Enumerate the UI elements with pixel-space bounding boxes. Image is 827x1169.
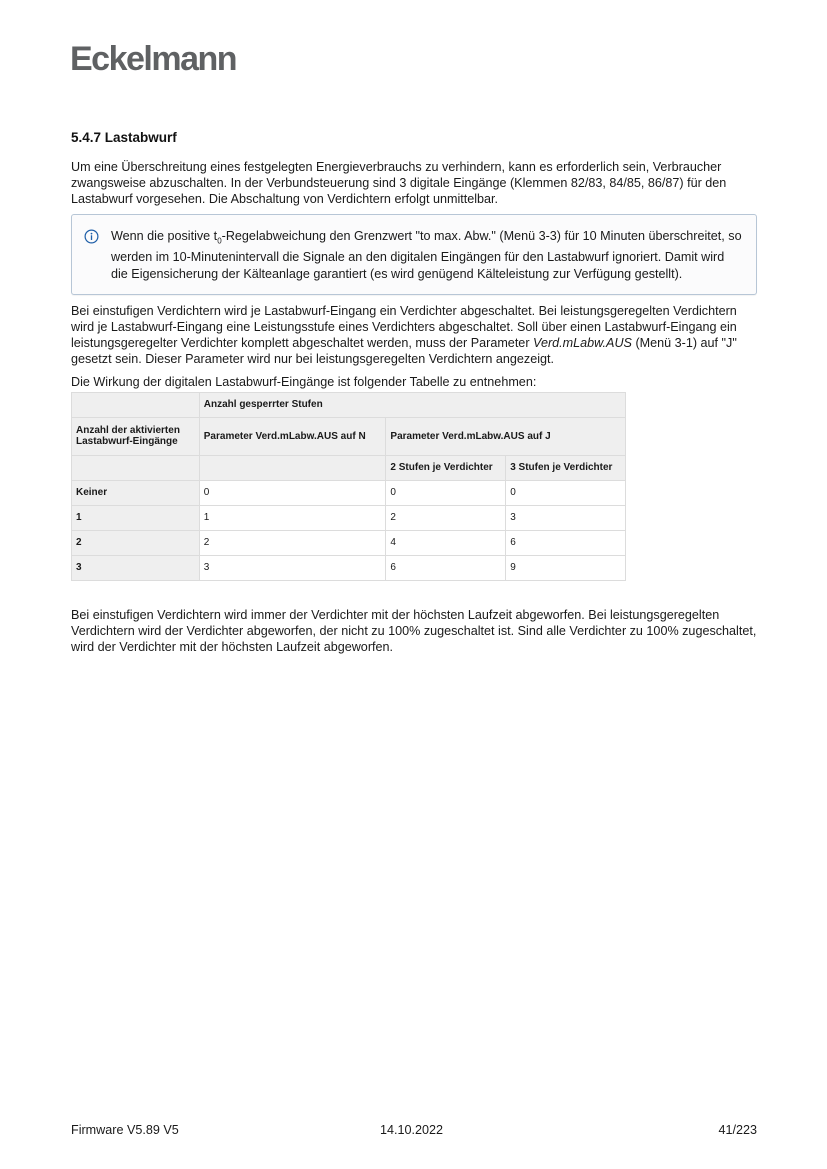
section-title: 5.4.7 Lastabwurf bbox=[71, 130, 177, 145]
parameter-name: Verd.mLabw.AUS bbox=[533, 336, 632, 351]
table-row: 2 2 4 6 bbox=[72, 530, 626, 555]
footer-page-number: 41/223 bbox=[718, 1123, 757, 1137]
table-row: 1 1 2 3 bbox=[72, 505, 626, 530]
load-shedding-table bbox=[71, 392, 626, 581]
closing-paragraph: Bei einstufigen Verdichtern wird immer der Verdichter mit der höchsten Laufzeit abgeworfen. Bei leistungsgeregelten Verdichtern wird der Verdichter abgeworfen, der nicht zu 100% zugeschaltet ist. Sind alle Verdichter zu 100% zugeschaltet, wird der Verdichter mit der höchsten Laufzeit abgeworfen. bbox=[71, 607, 757, 655]
table-header-row: 2 Stufen je Verdichter 3 Stufen je Verdichter bbox=[72, 455, 626, 480]
intro-paragraph: Um eine Überschreitung eines festgelegten Energieverbrauchs zu verhindern, kann es erforderlich sein, Verbraucher zwangsweise abzuschalten. In der Verbundsteuerung sind 3 digitale Eingänge (Klemmen 82/83, 84/85, 86/87) für den Lastabwurf vorgesehen. Die Abschaltung von Verdichtern erfolgt unmittelbar. bbox=[71, 160, 727, 207]
note-text: Wenn die positive $t_0$-Regelabweichung den Grenzwert "to max. Abw." (Menü 3-3) für 10 Minuten überschreitet, so werden im 10-Minutenintervall die Signale an den digitalen Eingängen für den Lastabwurf ignoriert. Damit wird die Eigensicherung der Kälteanlage garantiert (es wird genügend Kälteleistung zur Verfügung gestellt). bbox=[111, 228, 742, 281]
company-logo: Eckelmann bbox=[70, 40, 237, 78]
footer-date: 14.10.2022 bbox=[380, 1123, 444, 1137]
page-footer bbox=[71, 1123, 757, 1137]
table-header-row: Anzahl gesperrter Stufen bbox=[72, 392, 626, 417]
page-content bbox=[71, 130, 757, 661]
footer-firmware: Firmware V5.89 V5 bbox=[71, 1123, 179, 1137]
table-intro: Die Wirkung der digitalen Lastabwurf-Eingänge ist folgender Tabelle zu entnehmen: bbox=[71, 374, 537, 389]
info-note-box bbox=[71, 214, 757, 295]
compressor-paragraph: Bei einstufigen Verdichtern wird je Lastabwurf-Eingang ein Verdichter abgeschaltet. Bei leistungsgeregelten Verdichtern wird je Lastabwurf-Eingang eine Leistungsstufe eines Verdichters abgeschaltet. Soll über einen Lastabwurf-Eingang ein leistungsgeregelter Verdichter komplett abgeschaltet werden, muss der Parameter Verd.mLabw.AUS (Menü 3-1) auf "J" gesetzt sein. Dieser Parameter wird nur bei leistungsgeregelten Verdichtern angezeigt. bbox=[71, 303, 737, 367]
table-row: Keiner 0 0 0 bbox=[72, 480, 626, 505]
table-row: 3 3 6 9 bbox=[72, 555, 626, 580]
table-header-row: Anzahl der aktivierten Lastabwurf-Eingänge Parameter Verd.mLabw.AUS auf N Parameter Verd.mLabw.AUS auf J bbox=[72, 417, 626, 455]
info-icon bbox=[84, 229, 99, 244]
